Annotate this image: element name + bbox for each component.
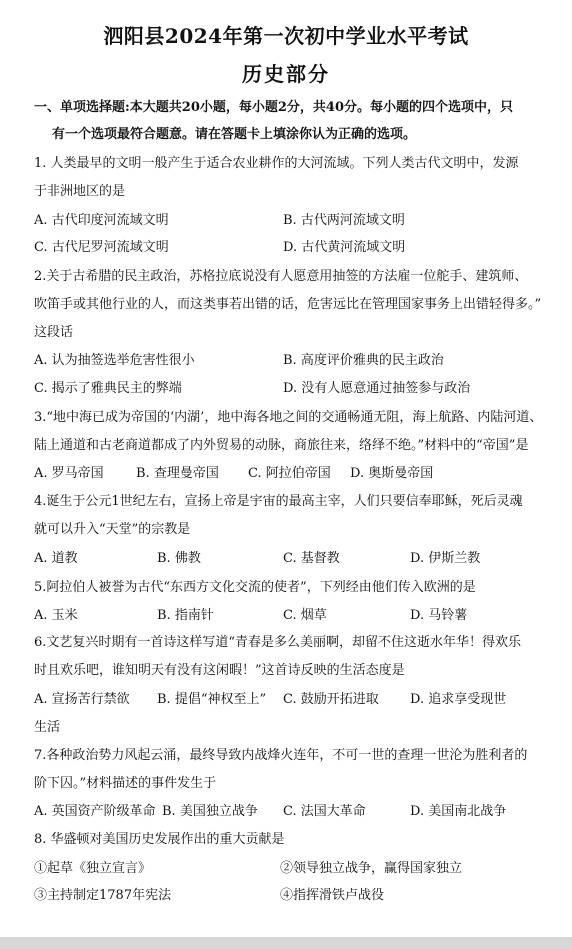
q8-option-4: ④指挥滑铁卢战役 (280, 888, 385, 903)
q8-option-3: ③主持制定1787年宪法 (34, 888, 172, 903)
q8-option-2: ②领导独立战争，赢得国家独立 (280, 861, 463, 876)
question-1-line-2: 于非洲地区的是 (34, 184, 126, 199)
q6-option-b: B. 提倡“神权至上” (157, 692, 267, 707)
q1-option-b: B. 古代两河流域文明 (283, 213, 405, 228)
q4-option-c: C. 基督教 (283, 551, 340, 566)
question-2-line-1: 2.关于古希腊的民主政治，苏格拉底说没有人愿意用抽签的方法雇一位舵手、建筑师、 (34, 269, 528, 284)
q7-option-b: B. 美国独立战争 (162, 804, 258, 819)
q6-option-d: D. 追求享受现世 (410, 692, 507, 707)
q5-option-d: D. 马铃薯 (410, 608, 468, 623)
q7-option-d: D. 美国南北战争 (410, 804, 507, 819)
q7-option-c: C. 法国大革命 (283, 804, 366, 819)
q7-option-a: A. 英国资产阶级革命 (34, 804, 156, 819)
question-4-line-1: 4.诞生于公元1世纪左右，宣扬上帝是宇宙的最高主宰，人们只要信奉耶稣，死后灵魂 (34, 494, 523, 509)
q5-option-c: C. 烟草 (283, 608, 327, 623)
question-7-line-2: 阶下囚。”材料描述的事件发生于 (34, 776, 217, 791)
question-3-line-2: 陆上通道和古老商道都成了内外贸易的动脉，商旅往来，络绎不绝。”材料中的“帝国”是 (34, 438, 529, 453)
q2-option-c: C. 揭示了雅典民主的弊端 (34, 381, 182, 396)
section-title: 历史部分 (242, 62, 330, 86)
q6-option-c: C. 鼓励开拓进取 (283, 692, 379, 707)
q6-option-d-continuation: 生活 (34, 720, 61, 735)
question-7-line-1: 7.各种政治势力风起云涌，最终导致内战烽火连年，不可一世的查理一世沦为胜利者的 (34, 748, 528, 763)
question-8-line-1: 8. 华盛顿对美国历史发展作出的重大贡献是 (34, 832, 285, 847)
q3-option-d: D. 奥斯曼帝国 (350, 466, 434, 481)
q3-option-a: A. 罗马帝国 (34, 466, 104, 481)
question-1-line-1: 1. 人类最早的文明一般产生于适合农业耕作的大河流域。下列人类古代文明中，发源 (34, 156, 519, 171)
exam-title: 泗阳县2024年第一次初中学业水平考试 (103, 24, 469, 48)
q2-option-d: D. 没有人愿意通过抽签参与政治 (283, 381, 471, 396)
question-2-line-3: 这段话 (34, 325, 74, 340)
q1-option-c: C. 古代尼罗河流域文明 (34, 240, 169, 255)
q4-option-b: B. 佛教 (157, 551, 201, 566)
q2-option-a: A. 认为抽签选举危害性很小 (34, 353, 195, 368)
question-6-line-1: 6.文艺复兴时期有一首诗这样写道“青春是多么美丽啊，却留不住这逝水年华！得欢乐 (34, 635, 522, 650)
q5-option-b: B. 指南针 (157, 608, 214, 623)
q6-option-a: A. 宣扬苦行禁欲 (34, 692, 130, 707)
q1-option-a: A. 古代印度河流域文明 (34, 213, 169, 228)
q4-option-d: D. 伊斯兰教 (410, 551, 481, 566)
q8-option-1: ①起草《独立宣言》 (34, 861, 152, 876)
q4-option-a: A. 道教 (34, 551, 78, 566)
q3-option-c: C. 阿拉伯帝国 (248, 466, 331, 481)
q2-option-b: B. 高度评价雅典的民主政治 (283, 353, 444, 368)
question-2-line-2: 吹笛手或其他行业的人，而这类事若出错的话，危害远比在管理国家事务上出错轻得多。” (34, 297, 542, 312)
question-5-line-1: 5.阿拉伯人被誉为古代“东西方文化交流的使者”，下列经由他们传入欧洲的是 (34, 580, 476, 595)
question-3-line-1: 3.“地中海已成为帝国的‘内湖’，地中海各地之间的交通畅通无阻，海上航路、内陆河道、 (34, 410, 543, 425)
instructions-line-1: 一、单项选择题:本大题共20小题，每小题2分，共40分。每小题的四个选项中，只 (34, 100, 514, 115)
question-4-line-2: 就可以升入“天堂”的宗教是 (34, 522, 191, 537)
instructions-line-2: 有一个选项最符合题意。请在答题卡上填涂你认为正确的选项。 (52, 127, 417, 142)
q5-option-a: A. 玉米 (34, 608, 78, 623)
bottom-bar (0, 937, 572, 949)
question-6-line-2: 时且欢乐吧，谁知明天有没有这闲暇！”这首诗反映的生活态度是 (34, 663, 405, 678)
q1-option-d: D. 古代黄河流域文明 (283, 240, 406, 255)
q3-option-b: B. 查理曼帝国 (136, 466, 219, 481)
